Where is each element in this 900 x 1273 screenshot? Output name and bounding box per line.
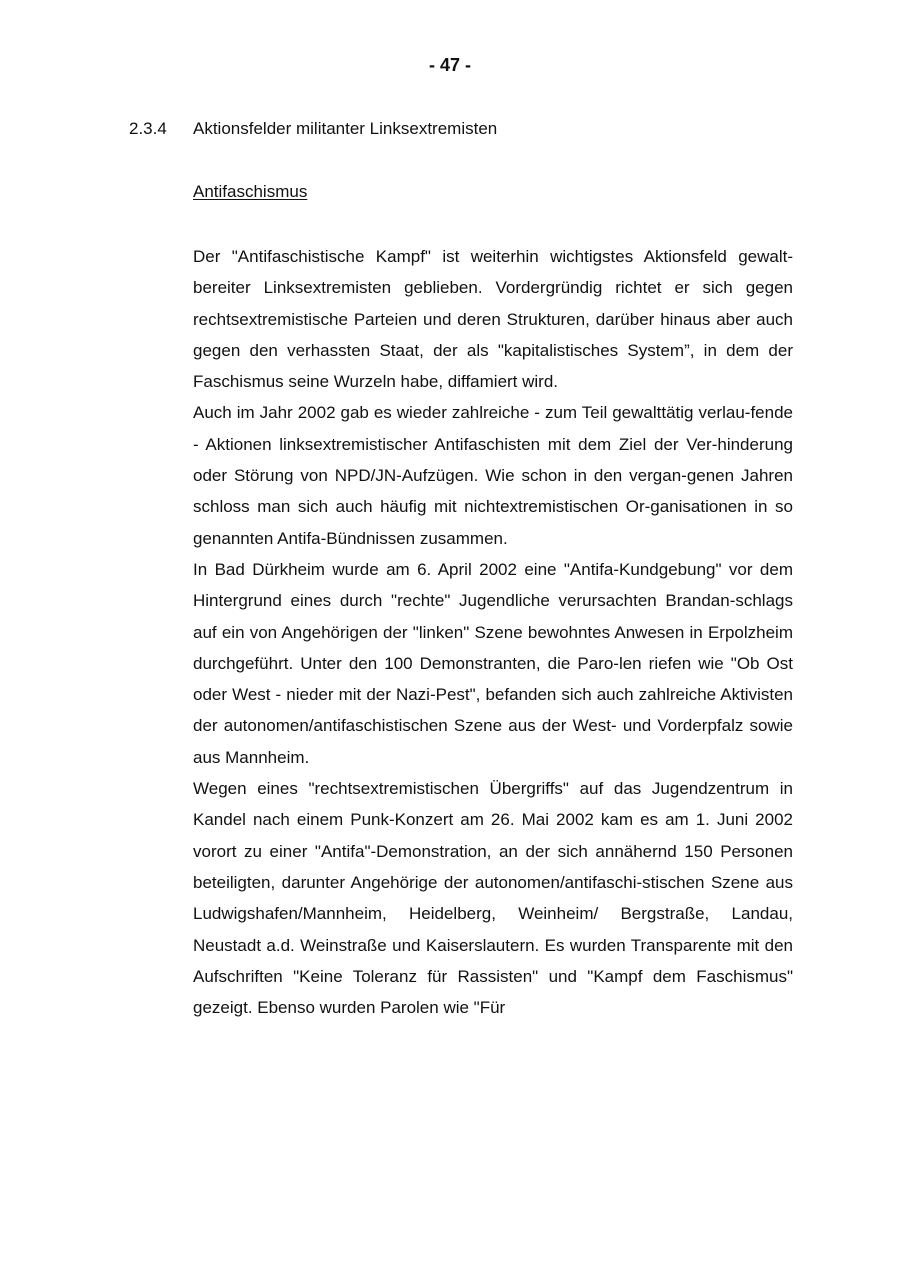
- section-heading: [129, 118, 497, 140]
- paragraph: In Bad Dürkheim wurde am 6. April 2002 eine "Antifa-Kundgebung" vor dem Hintergrund eines durch "rechte" Jugendliche verursachten Brandan-schlags auf ein von Angehörigen der "linken" Szene bewohntes Anwesen in Erpolzheim durchgeführt. Unter den 100 Demonstranten, die Paro-len riefen wie "Ob Ost oder West - nieder mit der Nazi-Pest", befanden sich auch zahlreiche Aktivisten der autonomen/antifaschistischen Szene aus der West- und Vorderpfalz sowie aus Mannheim.: [193, 559, 793, 767]
- section-title: Aktionsfelder militanter Linksextremisten: [193, 119, 498, 138]
- paragraph: Wegen eines "rechtsextremistischen Übergriffs" auf das Jugendzentrum in Kandel nach einem Punk-Konzert am 26. Mai 2002 kam es am 1. Juni 2002 vorort zu einer "Antifa"-Demonstration, an der sich annähernd 150 Personen beteiligten, darunter Angehörige der autonomen/antifaschi-stischen Szene aus Ludwigshafen/Mannheim, Heidelberg, Weinheim/ Bergstraße, Landau, Neustadt a.d. Weinstraße und Kaiserslautern. Es wurden Transparente mit den Aufschriften "Keine Toleranz für Rassisten" und "Kampf dem Faschismus" gezeigt. Ebenso wurden Parolen wie "Für: [193, 779, 793, 1018]
- page-number: - 47 -: [428, 55, 471, 75]
- paragraph: Der "Antifaschistische Kampf" ist weiterhin wichtigstes Aktionsfeld gewalt-bereiter Linksextremisten geblieben. Vordergründig richtet er sich gegen rechtsextremistische Parteien und deren Strukturen, darüber hinaus aber auch gegen den verhassten Staat, der als "kapitalistisches System”, in dem der Faschismus seine Wurzeln habe, diffamiert wird.: [193, 247, 793, 392]
- paragraph: Auch im Jahr 2002 gab es wieder zahlreiche - zum Teil gewalttätig verlau-fende - Aktionen linksextremistischer Antifaschisten mit dem Ziel der Ver-hinderung oder Störung von NPD/JN-Aufzügen. Wie schon in den vergan-genen Jahren schloss man sich auch häufig mit nichtextremistischen Or-ganisationen in so genannten Antifa-Bündnissen zusammen.: [193, 403, 793, 548]
- body-text: [193, 241, 793, 1023]
- section-number: 2.3.4: [129, 119, 167, 138]
- subsection-title: Antifaschismus: [193, 182, 308, 201]
